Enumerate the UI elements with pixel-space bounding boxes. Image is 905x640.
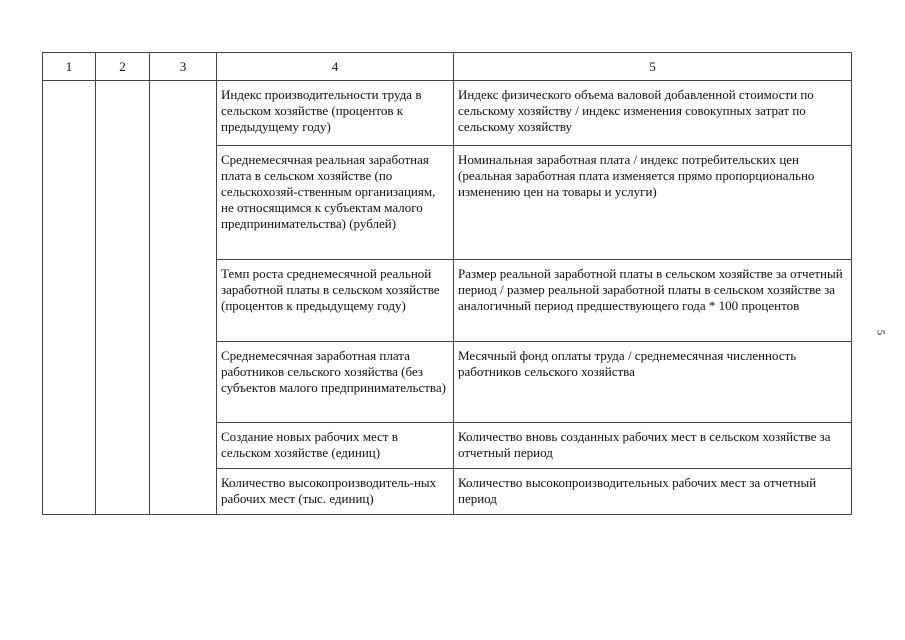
indicator-cell (217, 423, 454, 469)
indicator-text: Среднемесячная заработная плата работников сельского хозяйства (без субъектов малого предпринимательства) (221, 348, 446, 395)
indicator-text: Среднемесячная реальная заработная плата в сельском хозяйстве (по сельскохозяй-ственным организациям, не относящимся к субъектам малого предпринимательства) (рублей) (221, 152, 436, 231)
table-row (43, 81, 852, 146)
table-header-row (43, 53, 852, 81)
indicator-text: Темп роста среднемесячной реальной заработной платы в сельском хозяйстве (процентов к предыдущему году) (221, 266, 440, 313)
method-text: Индекс физического объема валовой добавленной стоимости по сельскому хозяйству / индекс изменения совокупных затрат по сельскому хозяйству (458, 87, 814, 134)
method-cell (454, 146, 852, 260)
indicator-cell (217, 81, 454, 146)
method-cell (454, 342, 852, 423)
column-3-cell (150, 81, 217, 515)
column-2-cell (96, 81, 150, 515)
indicator-table (42, 52, 852, 515)
method-cell (454, 469, 852, 515)
indicator-cell (217, 342, 454, 423)
indicator-cell (217, 260, 454, 342)
indicator-cell (217, 469, 454, 515)
column-header-1: 1 (43, 53, 96, 81)
method-text: Месячный фонд оплаты труда / среднемесячная численность работников сельского хозяйства (458, 348, 797, 379)
indicator-text: Создание новых рабочих мест в сельском хозяйстве (единиц) (221, 429, 398, 460)
page-number: 5 (874, 329, 887, 336)
method-text: Количество вновь созданных рабочих мест в сельском хозяйстве за отчетный период (458, 429, 831, 460)
method-cell (454, 260, 852, 342)
method-text: Номинальная заработная плата / индекс потребительских цен (реальная заработная плата изменяется прямо пропорционально изменению цен на товары и услуги) (458, 152, 815, 199)
column-header-3: 3 (150, 53, 217, 81)
indicator-text: Количество высокопроизводитель-ных рабочих мест (тыс. единиц) (221, 475, 437, 506)
column-header-5: 5 (454, 53, 852, 81)
indicator-cell (217, 146, 454, 260)
method-text: Размер реальной заработной платы в сельском хозяйстве за отчетный период / размер реальной заработной платы в сельском хозяйстве за аналогичный период предшествующего года * 100 процентов (458, 266, 843, 313)
method-cell (454, 423, 852, 469)
column-header-4: 4 (217, 53, 454, 81)
column-header-2: 2 (96, 53, 150, 81)
column-1-cell (43, 81, 96, 515)
method-text: Количество высокопроизводительных рабочих мест за отчетный период (458, 475, 817, 506)
indicator-text: Индекс производительности труда в сельском хозяйстве (процентов к предыдущему году) (221, 87, 422, 134)
method-cell (454, 81, 852, 146)
